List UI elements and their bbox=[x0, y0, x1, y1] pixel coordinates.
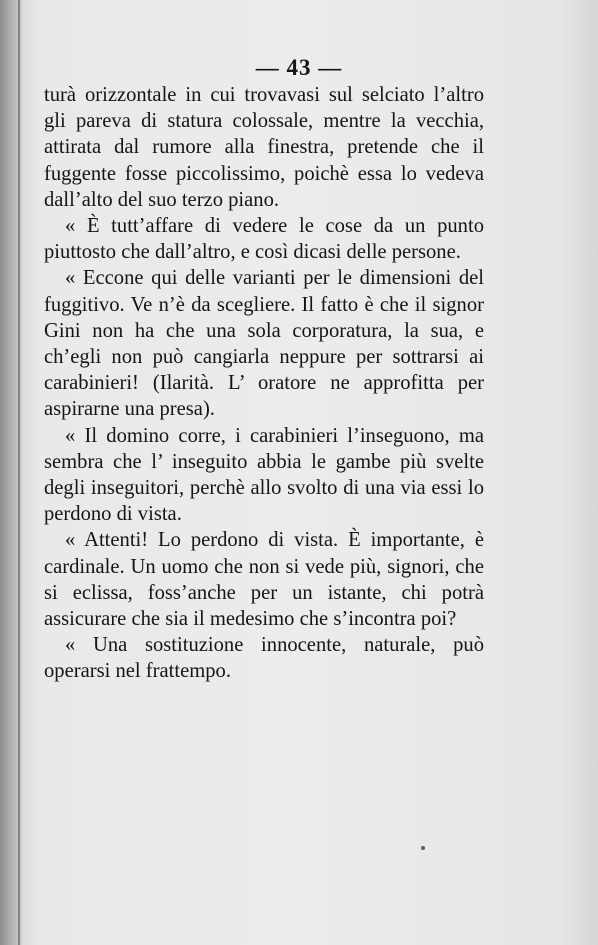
page-text-block bbox=[44, 82, 484, 685]
paragraph-3: « Eccone qui delle varianti per le dimensioni del fuggitivo. Ve n’è da scegliere. Il fatto è che il signor Gini non ha che una sola corporatura, la sua, e ch’egli non può cangiarla neppure per sottrarsi ai carabinieri! (Ilarità. L’ oratore ne approfitta per aspirarne una presa). bbox=[44, 267, 484, 421]
paragraph-6: « Una sostituzione innocente, naturale, può operarsi nel frattempo. bbox=[44, 634, 484, 683]
page-number: — 43 — bbox=[255, 55, 343, 80]
paragraph-5: « Attenti! Lo perdono di vista. È importante, è cardinale. Un uomo che non si vede più, signori, che si eclissa, foss’anche per un istante, chi potrà assicurare che sia il medesimo che s’incontra poi? bbox=[44, 529, 484, 631]
paper-speckle bbox=[421, 846, 425, 850]
paragraph-2: « È tutt’affare di vedere le cose da un punto piuttosto che dall’altro, e così dicasi delle persone. bbox=[44, 215, 484, 264]
spine-edge-line bbox=[18, 0, 20, 945]
paragraph-4: « Il domino corre, i carabinieri l’inseguono, ma sembra che l’ inseguito abbia le gambe più svelte degli inseguitori, perchè allo svolto di una via essi lo perdono di vista. bbox=[44, 424, 484, 526]
paragraph-1: turà orizzontale in cui trovavasi sul selciato l’altro gli pareva di statura colossale, mentre la vecchia, attirata dal rumore alla finestra, pretende che il fuggente fosse piccolissimo, poichè essa lo vedeva dall’alto del suo terzo piano. bbox=[44, 84, 484, 211]
